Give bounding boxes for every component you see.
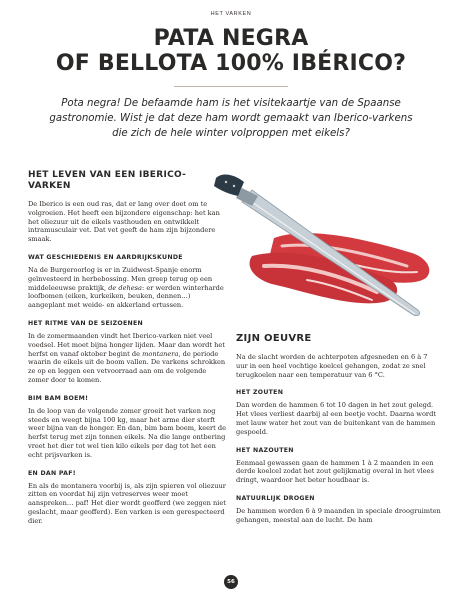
paragraph-paf: En als de montanera voorbij is, als zijn spieren vol oliezuur zitten en voordat hij zijn vetreserves weer moet aanspreken… paf! Het dier wordt geofferd (we zeggen niet geslacht, maar geofferd). Een varken is een gerespecteerd dier. (28, 481, 226, 525)
heading-post-salting: HET NAZOUTEN (236, 446, 294, 454)
heading-salting: HET ZOUTEN (236, 389, 284, 397)
right-column (236, 333, 441, 525)
paragraph-life: De Iberico is een oud ras, dat er lang over doet om te volgroeien. Het heeft een bijzondere eigenschap: het kan het oliezuur uit de eikels vasthouden en ontwikkelt intramusculair vet. Dat vet geeft de ham zijn bijzondere smaak. (28, 200, 220, 244)
intro-text: Pota negra! De befaamde ham is het visitekaartje van de Spaanse gastronomie. Wist je dat deze ham wordt gemaakt van Iberico-varkens die zich de hele winter volproppen met eikels? (49, 98, 413, 139)
page-title (0, 26, 462, 76)
heading-natural-drying: NATUURLIJK DROGEN (236, 494, 315, 502)
paragraph-post-salting: Eenmaal gewassen gaan de hammen 1 à 2 maanden in een derde koelcel zodat het zout gelijkmatig overal in het vlees dringt, waardoor het beter houdbaar is. (236, 458, 434, 485)
paragraph-salting: Dan worden de hammen 6 tot 10 dagen in het zout gelegd. Het vlees verliest daarbij al een beetje vocht. Daarna wordt met lauw water het zout van de buitenkant van de hammen gespoeld. (236, 401, 436, 436)
paragraph-slaughter: Na de slacht worden de achterpoten afgesneden en 6 à 7 uur in een heel vochtige koelcel gehangen, zodat ze snel terugkoelen naar een temperatuur van 6 °C. (236, 353, 428, 379)
handle-rivet (233, 185, 235, 187)
section-label: HET VARKEN (210, 11, 252, 17)
handle-rivet (225, 181, 227, 183)
paragraph-natural-drying: De hammen worden 6 à 9 maanden in speciale droogruimten gehangen, meestal aan de lucht. De ham (236, 506, 441, 524)
page-number: 56 (224, 575, 238, 589)
paragraph-history: Na de Burgeroorlog is er in Zuidwest-Spanje enorm geïnvesteerd in herbebossing. Men greep terug op een middeleeuwse praktijk, de dehesa: er werden winterharde loofbomen (eiken, kurkeiken, beuken, dennen…) aangeplant met weide- en akkerland ertussen. (28, 265, 224, 310)
paragraph-seasons: In de zomermaanden vindt het Iberico-varken niet veel voedsel. Het moet bijna honger lijden. Maar dan wordt het herfst en vanaf oktober begint de montanera, de periode waarin de eikels uit de boom vallen. De varkens schrokken ze op en leggen een vetvoorraad aan om de volgende zomer door te komen. (28, 331, 226, 384)
heading-life-of-iberico: HET LEVEN VAN EEN IBERICO-VARKEN (28, 170, 187, 191)
heading-seasons: HET RITME VAN DE SEIZOENEN (28, 319, 143, 327)
title-divider (174, 86, 288, 87)
paragraph-bim-bam-boem: In de loop van de volgende zomer groeit het varken nog steeds en weegt bijna 100 kg, maar het arme dier sterft weer bijna van de honger. En dan, bim bam boem, keert de herfst terug met zijn tonnen eikels. Na die lange ontbering vreet het dier tot wel tien kilo eikels per dag tot het een echt prijsvarken is. (28, 406, 227, 459)
heading-paf: EN DAN PAF! (28, 469, 76, 477)
heading-history: WAT GESCHIEDENIS EN AARDRIJKSKUNDE (28, 253, 183, 261)
heading-his-oeuvre: ZIJN OEUVRE (236, 333, 312, 344)
title-line-2: OF BELLOTA 100% IBÉRICO? (55, 51, 407, 76)
ham-knife-illustration (212, 168, 442, 323)
heading-bim-bam-boem: BIM BAM BOEM! (28, 394, 89, 402)
title-line-1: PATA NEGRA (153, 26, 309, 51)
left-column (28, 170, 228, 526)
